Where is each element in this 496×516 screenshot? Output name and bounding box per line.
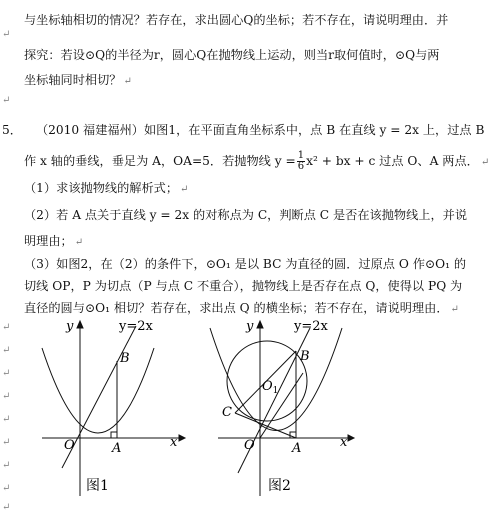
fraction-one-sixth	[297, 151, 305, 172]
paragraph-mark: ↵	[480, 157, 490, 168]
line-text: 探究：若设⊙Q的半径为r，圆心Q在抛物线上运动，则当r取何值时，⊙Q与两	[24, 48, 440, 62]
paragraph-mark: ↵	[2, 437, 11, 448]
line-text: （2）若 A 点关于直线 y = 2x 的对称点为 C，判断点 C 是否在该抛物线上，并说	[24, 208, 468, 222]
point-O-label: O	[244, 438, 255, 453]
paragraph-mark: ↵	[2, 29, 11, 40]
question-3-line-a	[24, 256, 466, 272]
center-O1-letter: O	[262, 379, 273, 394]
parabola	[42, 348, 154, 433]
text-line-1	[24, 12, 448, 28]
question-3-line-b	[24, 278, 462, 294]
question-2-line-b	[24, 233, 83, 251]
question-2-line-a	[24, 207, 467, 223]
question-1	[24, 180, 188, 198]
figure-1	[24, 318, 194, 508]
line-text: 与坐标轴相切的情况？若存在，求出圆心Q的坐标；若不存在，请说明理由．并	[24, 13, 449, 27]
problem-5-line-b	[24, 151, 489, 172]
question-3-line-c	[24, 300, 459, 318]
y-axis-label: y	[66, 319, 74, 334]
right-angle-mark	[111, 432, 117, 438]
figure-2	[200, 318, 370, 508]
x-axis-label: x	[170, 435, 178, 450]
point-C-label: C	[222, 405, 232, 420]
text-line-2	[24, 47, 440, 63]
point-O-label: O	[64, 438, 75, 453]
paragraph-mark: ↵	[74, 237, 84, 248]
line-text: （3）如图2，在（2）的条件下，⊙O₁ 是以 BC 为直径的圆．过原点 O 作⊙O₁ 的	[24, 257, 467, 271]
x-axis-arrow	[348, 435, 354, 441]
paragraph-mark: ↵	[2, 414, 11, 425]
paragraph-mark: ↵	[2, 502, 11, 513]
point-A-label: A	[292, 441, 302, 456]
point-B-label: B	[300, 349, 310, 364]
x-axis-label: x	[340, 435, 348, 450]
paragraph-mark: ↵	[2, 95, 11, 106]
line-text: 坐标轴同时相切？	[24, 73, 122, 87]
fraction-denominator: 6	[297, 161, 305, 172]
y-axis-label: y	[246, 319, 254, 334]
point-B-label: B	[120, 351, 130, 366]
paragraph-mark: ↵	[2, 391, 11, 402]
center-O1-label	[262, 379, 278, 396]
paragraph-mark: ↵	[2, 345, 11, 356]
line-label: y=2x	[294, 319, 328, 334]
line-text: x² + bx + c 过点 O、A 两点．	[306, 154, 479, 168]
figure-caption: 图2	[268, 478, 291, 494]
problem-5-line-a	[2, 122, 484, 138]
line-text: 切线 OP，P 为切点（P 与点 C 不重合），抛物线上是否存在点 Q，使得以 PQ 为	[24, 279, 463, 293]
figure-caption: 图1	[86, 478, 109, 494]
point-A-label: A	[112, 441, 122, 456]
x-axis-arrow	[179, 435, 185, 441]
paragraph-mark: ↵	[2, 322, 11, 333]
problem-number: 5．	[2, 123, 22, 137]
paragraph-mark: ↵	[123, 76, 132, 87]
center-O1-subscript: 1	[272, 386, 279, 396]
line-text: （2010 福建福州）如图1，在平面直角坐标系中，点 B 在直线 y = 2x 上，过点 B	[35, 123, 485, 137]
line-text: 直径的圆与⊙O₁ 相切？若存在，求出点 Q 的横坐标；若不存在，请说明理由．	[24, 301, 449, 315]
fraction-numerator: 1	[297, 150, 305, 161]
paragraph-mark: ↵	[450, 304, 459, 315]
paragraph-mark: ↵	[2, 460, 11, 471]
paragraph-mark: ↵	[2, 483, 11, 494]
line-text: （1）求该抛物线的解析式；	[24, 181, 179, 195]
y-axis-arrow	[257, 321, 263, 328]
text-line-3	[24, 72, 132, 90]
line-text: 作 x 轴的垂线，垂足为 A，OA=5．若抛物线 y =	[24, 154, 296, 168]
paragraph-mark: ↵	[2, 368, 11, 379]
line-label: y=2x	[119, 319, 153, 334]
paragraph-mark: ↵	[180, 184, 189, 195]
y-axis-arrow	[77, 321, 83, 328]
line-text: 明理由；	[24, 234, 73, 248]
